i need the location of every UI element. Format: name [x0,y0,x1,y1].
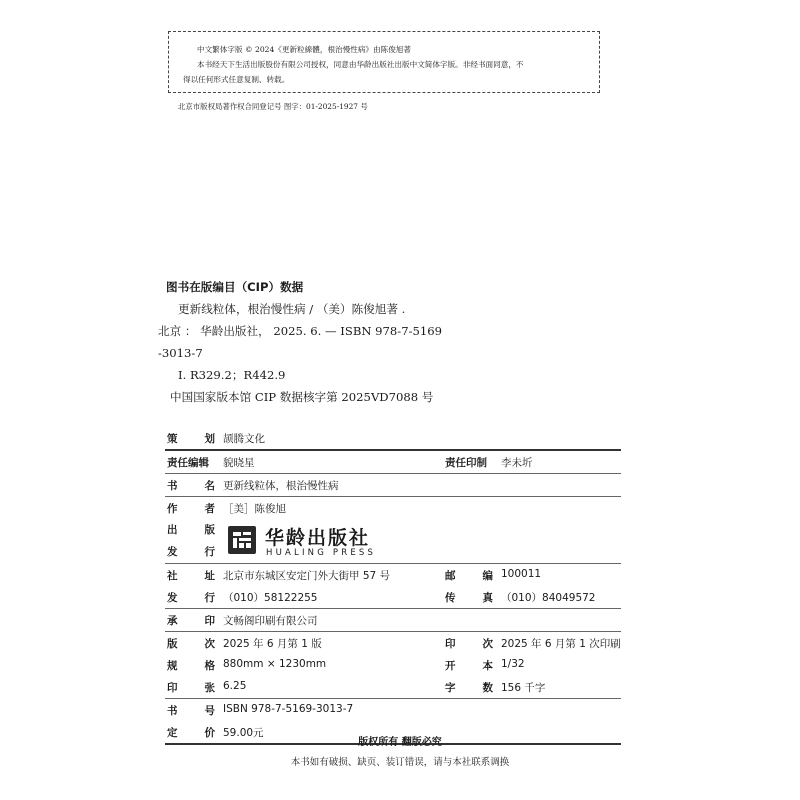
cip-block [158,276,442,408]
publish-label: 出 版 [167,524,215,536]
info-row-author [165,497,621,519]
book-value: 更新线粒体，根治慢性病 [223,480,339,492]
cip-line-1: 更新线粒体，根治慢性病 / （美）陈俊旭著 . [178,302,406,316]
info-row-edition [165,632,621,654]
info-row-book [165,474,621,496]
printing-value: 李未圻 [501,457,533,469]
editor-label: 责任编辑 [167,457,209,469]
info-row-sheets [165,676,621,698]
postcode-value: 100011 [501,568,542,580]
copyright-notice-box [168,31,600,93]
info-row-editor [165,451,621,473]
cip-line-2: 北京 ： 华龄出版社， 2025. 6. — ISBN 978-7-5169 [158,324,443,338]
sheets-label: 印 张 [167,682,215,694]
planning-value: 颉腾文化 [223,433,265,445]
info-row-address [165,564,621,586]
price-label: 定 价 [167,727,215,739]
replacement-notice: 本书如有破损、缺页、装订错误，请与本社联系调换 [290,757,510,768]
rights-reserved: 版权所有 翻版必究 [358,737,442,748]
info-row-isbn [165,699,621,721]
fax-value: （010）84049572 [501,592,596,604]
author-value: ［美］陈俊旭 [223,503,286,515]
format-label: 开 本 [445,660,493,672]
book-info-table [165,427,621,745]
cip-line-5: 中国国家版本馆 CIP 数据核字第 2025VD7088 号 [170,390,434,404]
copyright-line-1: 中文繁体字版 © 2024《更新粒線體，根治慢性病》由陈俊旭著 [197,45,411,54]
postcode-label: 邮 编 [445,570,493,582]
printer-label: 承 印 [167,615,215,627]
sheets-value: 6.25 [223,680,247,692]
publisher-english-name: HUALING PRESS [266,548,377,558]
fax-label: 传 真 [445,592,493,604]
publisher-seal-icon [227,525,257,555]
copyright-line-2: 本书经天下生活出版股份有限公司授权，同意由华龄出版社出版中文简体字版。非经书面同意，不 [197,60,524,69]
author-label: 作 者 [167,503,215,515]
edition-value: 2025 年 6 月第 1 版 [223,638,322,650]
copyright-line-3: 得以任何形式任意复制、转载。 [183,75,290,84]
planning-label: 策 划 [167,433,215,445]
info-row-publisher [165,519,621,563]
impression-value: 2025 年 6 月第 1 次印刷 [501,638,621,650]
address-label: 社 址 [167,570,215,582]
cip-title: 图书在版编目（CIP）数据 [166,280,304,294]
phone-value: （010）58122255 [223,592,318,604]
edition-label: 版 次 [167,638,215,650]
info-row-phone [165,586,621,608]
impression-label: 印 次 [445,638,493,650]
isbn-value: ISBN 978-7-5169-3013-7 [223,703,354,715]
size-value: 880mm × 1230mm [223,658,327,670]
info-row-printer [165,609,621,631]
cip-line-3: -3013-7 [158,346,203,360]
phone-label: 发 行 [167,592,215,604]
price-value: 59.00元 [223,727,264,739]
printing-label: 责任印制 [445,457,487,469]
size-label: 规 格 [167,660,215,672]
info-row-planning [165,427,621,449]
editor-value: 貌晓星 [223,457,255,469]
publisher-name: 华龄出版社 [265,527,371,549]
printer-value: 文畅阁印刷有限公司 [223,615,318,627]
info-row-size [165,654,621,676]
words-label: 字 数 [445,682,493,694]
registration-number: 北京市版权局著作权合同登记号 图字：01-2025-1927 号 [178,102,368,111]
book-label: 书 名 [167,480,215,492]
address-value: 北京市东城区安定门外大街甲 57 号 [223,570,391,582]
isbn-label: 书 号 [167,705,215,717]
cip-line-4: Ⅰ. R329.2；R442.9 [178,368,286,382]
words-value: 156 千字 [501,682,546,694]
distribute-label: 发 行 [167,546,215,558]
format-value: 1/32 [501,658,525,670]
